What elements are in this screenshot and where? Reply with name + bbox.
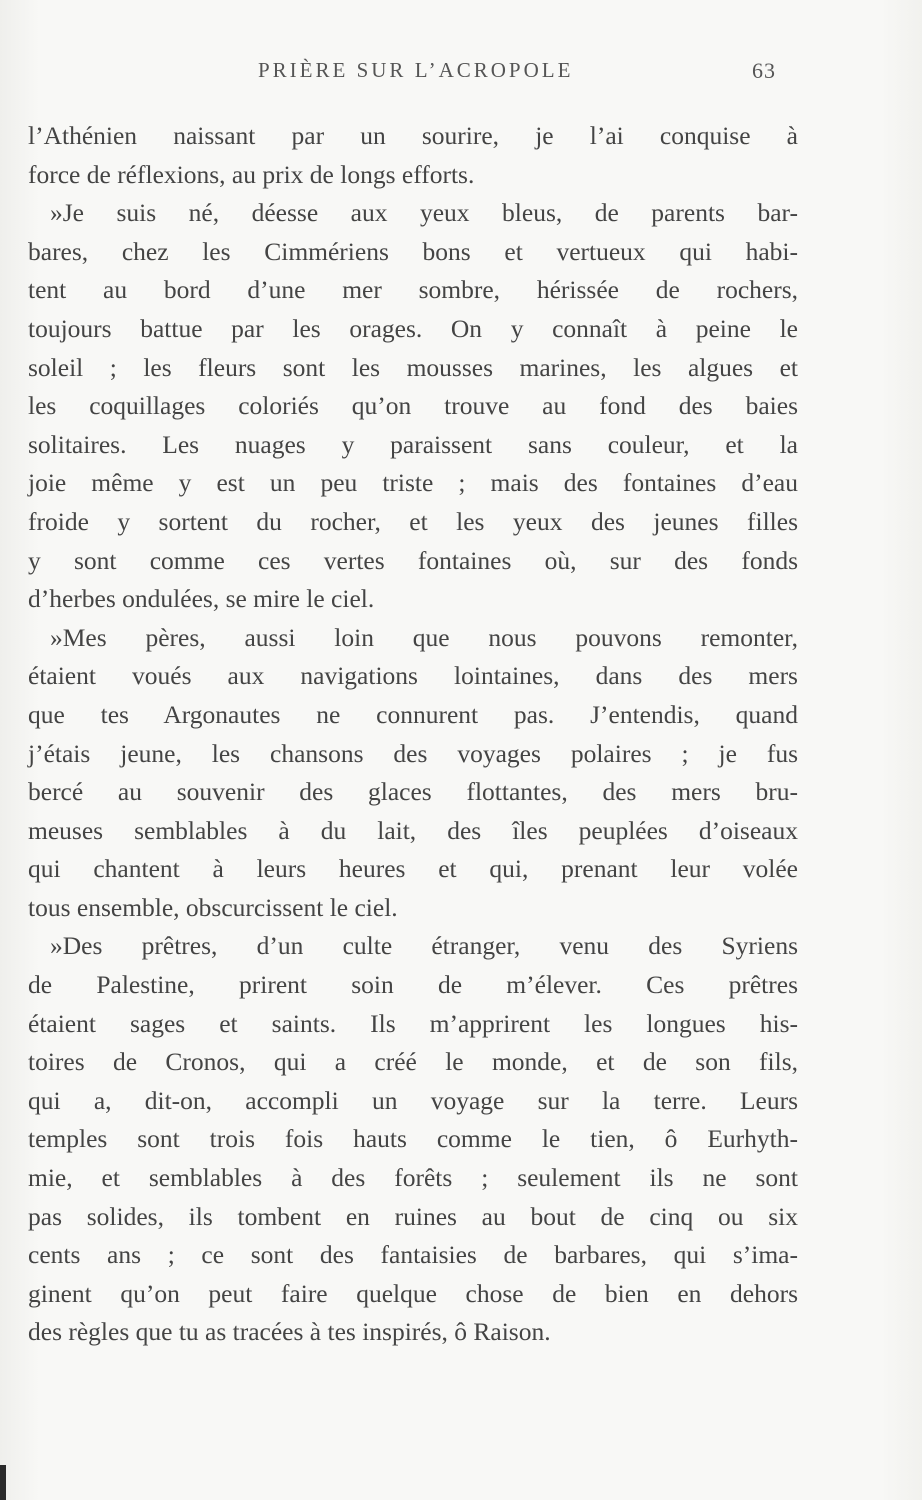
text-line: que tes Argonautes ne connurent pas. J’entendis, quand: [28, 699, 798, 729]
text-line: froide y sortent du rocher, et les yeux des jeunes filles: [28, 506, 798, 536]
text-line: d’herbes ondulées, se mire le ciel.: [28, 584, 375, 614]
text-line: tent au bord d’une mer sombre, hérissée de rochers,: [28, 275, 798, 305]
text-line: l’Athénien naissant par un sourire, je l’ai conquise à: [28, 121, 798, 150]
page-number: 63: [752, 58, 776, 83]
text-line: de Palestine, prirent soin de m’élever. Ces prêtres: [28, 970, 798, 1000]
text-line: pas solides, ils tombent en ruines au bout de cinq ou six: [28, 1201, 798, 1231]
text-line: solitaires. Les nuages y paraissent sans couleur, et la: [28, 429, 798, 459]
text-line: qui chantent à leurs heures et qui, prenant leur volée: [28, 854, 798, 884]
text-line: bares, chez les Cimmériens bons et vertueux qui habi-: [28, 236, 798, 266]
text-line: étaient sages et saints. Ils m’apprirent les longues his-: [28, 1008, 798, 1038]
text-line: joie même y est un peu triste ; mais des fontaines d’eau: [28, 468, 798, 498]
text-line: meuses semblables à du lait, des îles peuplées d’oiseaux: [28, 815, 798, 845]
text-line: mie, et semblables à des forêts ; seulement ils ne sont: [28, 1163, 798, 1193]
text-line: toires de Cronos, qui a créé le monde, et de son fils,: [28, 1047, 798, 1077]
text-line: des règles que tu as tracées à tes inspirés, ô Raison.: [28, 1317, 551, 1347]
text-line: force de réflexions, au prix de longs efforts.: [28, 159, 475, 189]
text-line: »Mes pères, aussi loin que nous pouvons remonter,: [50, 622, 798, 652]
scan-edge-mark: [0, 1465, 6, 1500]
text-line: toujours battue par les orages. On y connaît à peine le: [28, 313, 798, 343]
running-title: PRIÈRE SUR L’ACROPOLE: [258, 58, 574, 82]
text-line: »Je suis né, déesse aux yeux bleus, de parents bar-: [50, 198, 798, 228]
running-head: [0, 58, 922, 98]
text-line: ginent qu’on peut faire quelque chose de bien en dehors: [28, 1278, 798, 1308]
text-line: temples sont trois fois hauts comme le tien, ô Eurhyth-: [28, 1124, 798, 1154]
text-line: cents ans ; ce sont des fantaisies de barbares, qui s’ima-: [28, 1240, 798, 1270]
text-line: les coquillages coloriés qu’on trouve au fond des baies: [28, 391, 798, 421]
text-line: tous ensemble, obscurcissent le ciel.: [28, 892, 398, 922]
text-line: y sont comme ces vertes fontaines où, sur des fonds: [28, 545, 798, 575]
text-line: bercé au souvenir des glaces flottantes, des mers bru-: [28, 777, 798, 807]
text-line: étaient voués aux navigations lointaines, dans des mers: [28, 661, 798, 691]
text-line: j’étais jeune, les chansons des voyages polaires ; je fus: [28, 738, 798, 768]
body-text: [28, 117, 798, 1352]
text-line: qui a, dit-on, accompli un voyage sur la terre. Leurs: [28, 1085, 798, 1115]
text-line: soleil ; les fleurs sont les mousses marines, les algues et: [28, 352, 798, 382]
text-line: »Des prêtres, d’un culte étranger, venu des Syriens: [50, 931, 798, 961]
